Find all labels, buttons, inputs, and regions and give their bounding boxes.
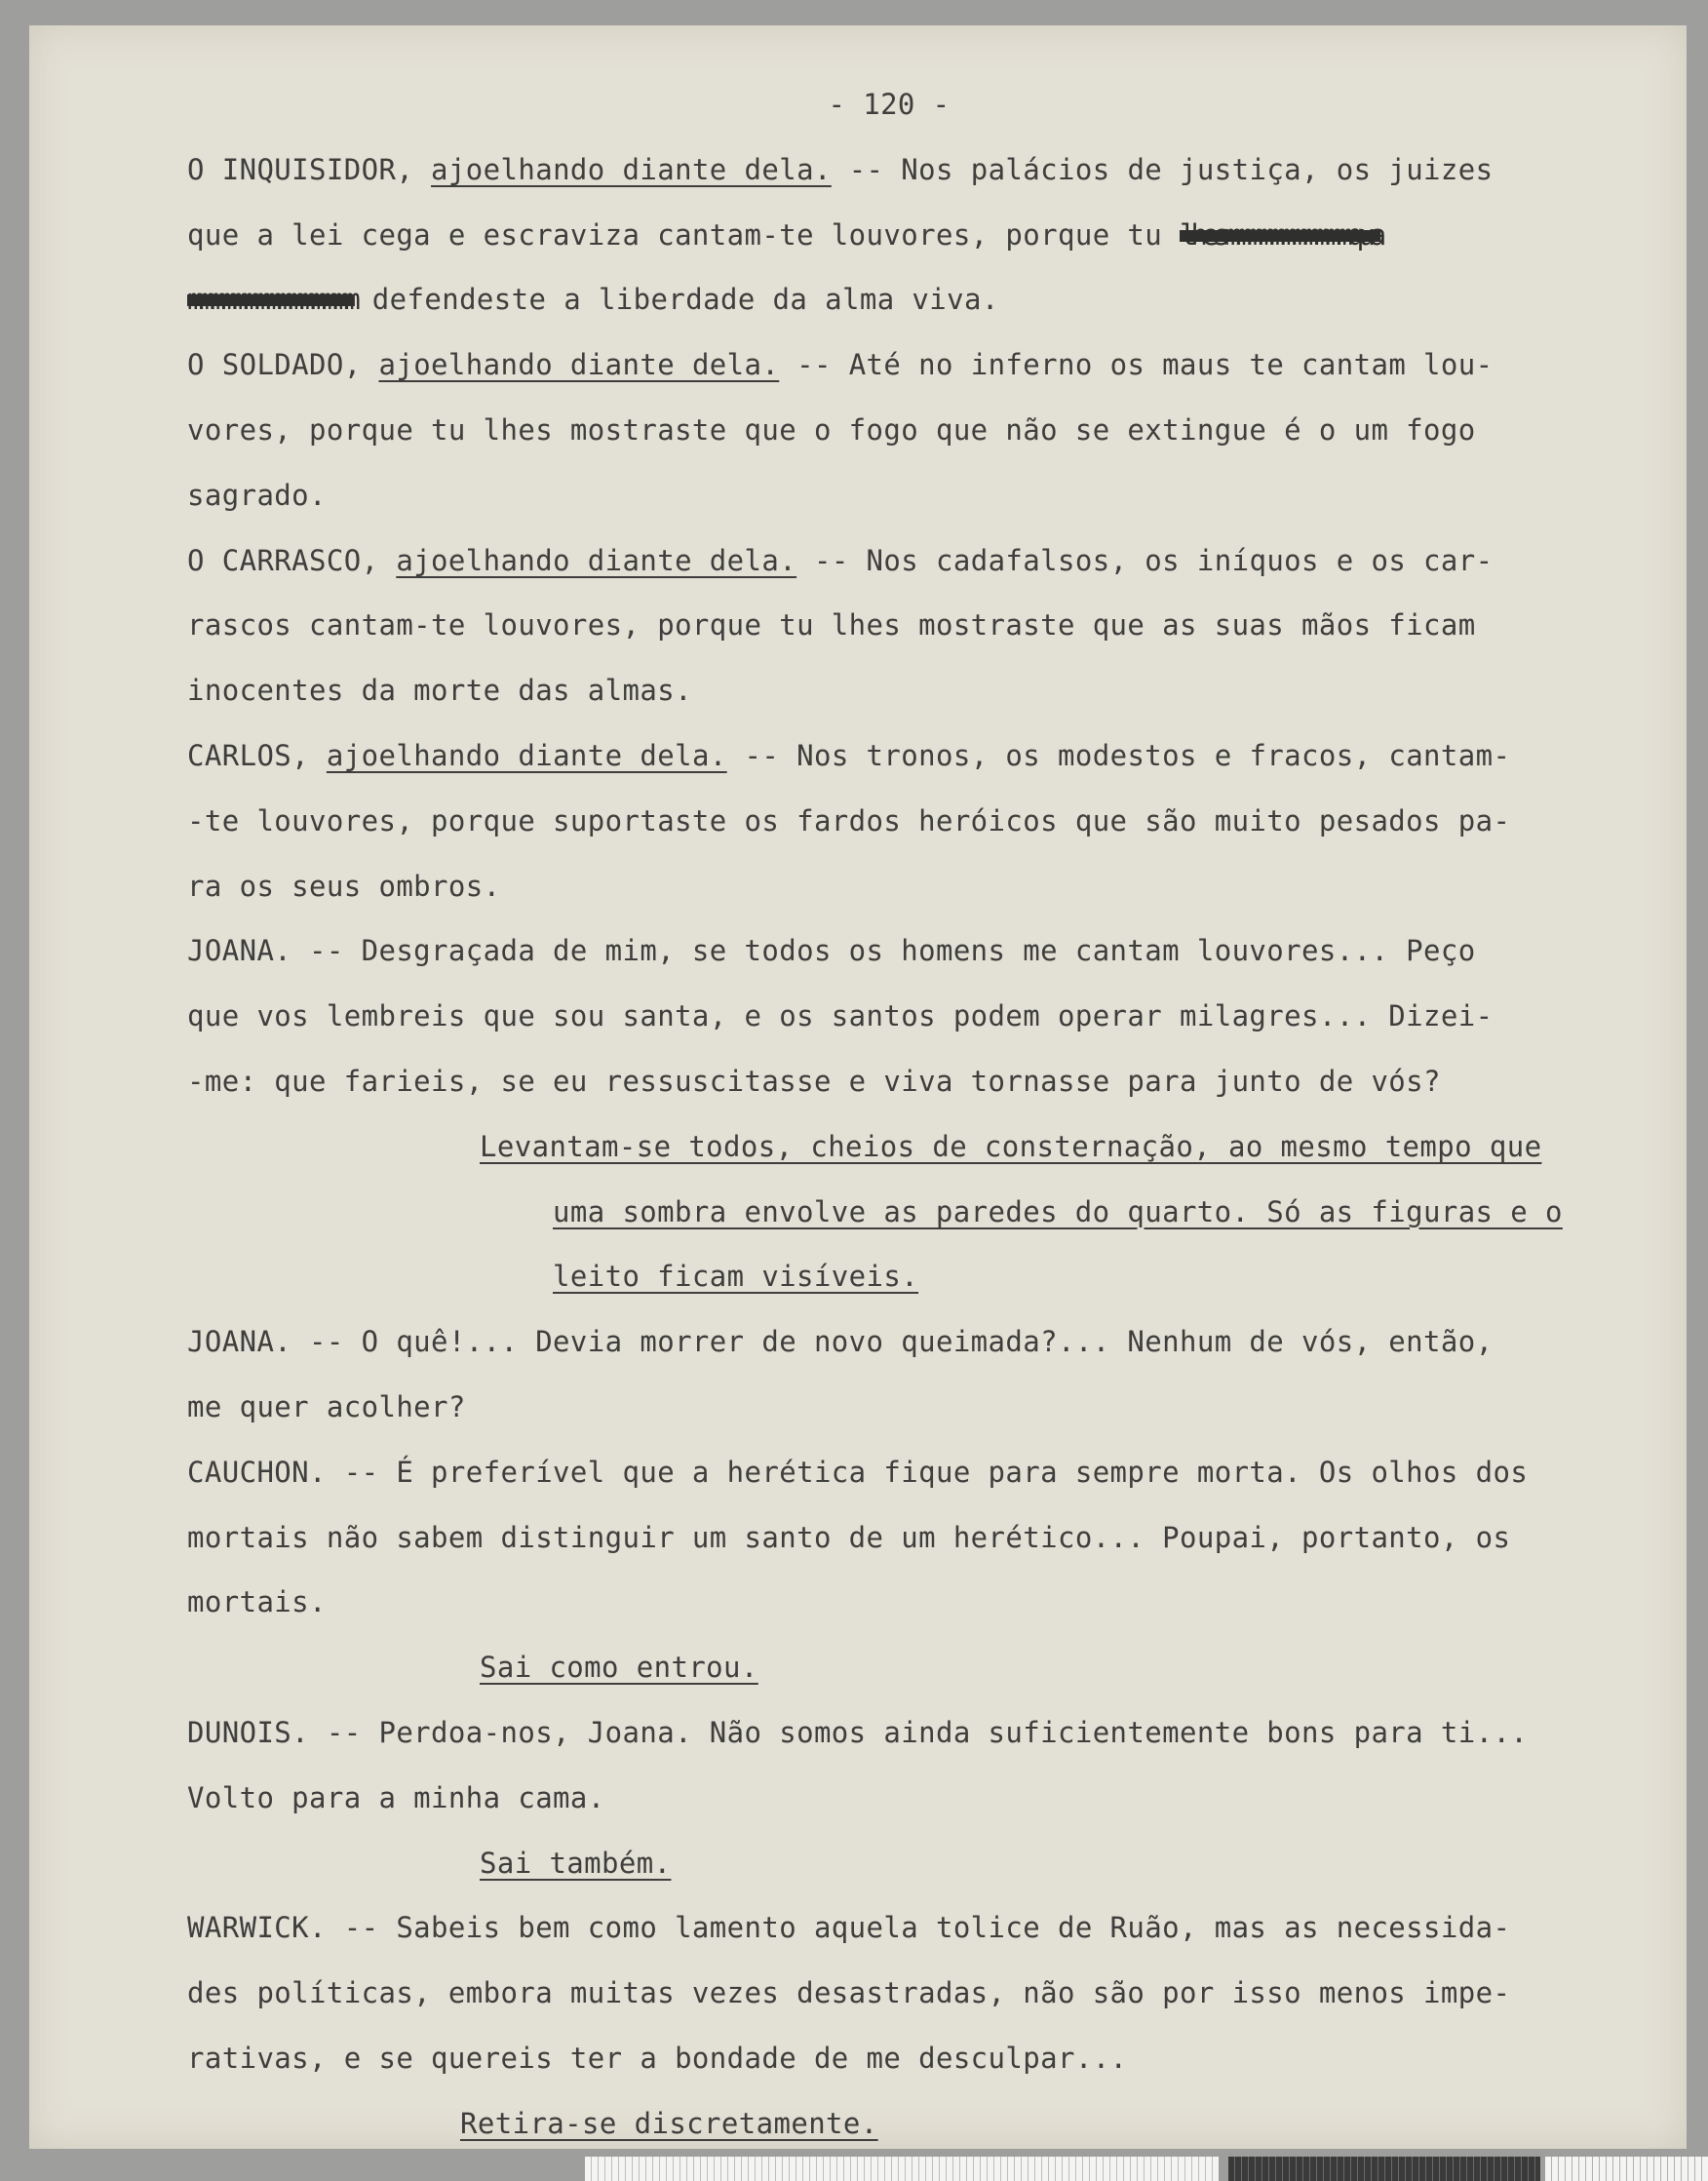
- text-line: des políticas, embora muitas vezes desastradas, não são por isso menos impe-: [187, 1976, 1511, 2010]
- stage-direction-line: [187, 1180, 1687, 1245]
- stage-direction-line: [187, 1114, 1687, 1180]
- text-line: vores, porque tu lhes mostraste que o fogo que não se extingue é o um fogo: [187, 412, 1476, 447]
- scale-segment-light: [1545, 2157, 1708, 2181]
- stage-direction: ajoelhando diante dela.: [431, 152, 832, 186]
- stage-direction: Levantam-se todos, cheios de consternação, ao mesmo tempo que: [480, 1129, 1542, 1163]
- text-line: mortais não sabem distinguir um santo de um herético... Poupai, portanto, os: [187, 1520, 1511, 1554]
- stage-direction: ajoelhando diante dela.: [326, 738, 727, 772]
- line-text: que a lei cega e escraviza cantam-te louvores, porque tu: [187, 217, 1180, 252]
- struck-out-text: lhesmmmmmmmmmmmqua: [1180, 217, 1381, 252]
- text-line: JOANA. -- O quê!... Devia morrer de novo queimada?... Nenhum de vós, então,: [187, 1325, 1494, 1359]
- text-line: [187, 528, 1687, 594]
- stage-direction: Sai também.: [480, 1846, 672, 1880]
- text-line: -me: que farieis, se eu ressuscitasse e viva tornasse para junto de vós?: [187, 1064, 1441, 1098]
- text-line: CAUCHON. -- É preferível que a herética fique para sempre morta. Os olhos dos: [187, 1455, 1529, 1489]
- stage-direction: uma sombra envolve as paredes do quarto. Só as figuras e o: [553, 1194, 1563, 1228]
- stage-direction: leito ficam visíveis.: [553, 1260, 919, 1294]
- speaker-name: CARLOS,: [187, 738, 327, 772]
- text-line: WARWICK. -- Sabeis bem como lamento aquela tolice de Ruão, mas as necessida-: [187, 1911, 1511, 1945]
- text-line: sagrado.: [187, 478, 327, 512]
- text-line: mortais.: [187, 1585, 327, 1619]
- speaker-name: O CARRASCO,: [187, 543, 397, 577]
- line-text: -- Nos palácios de justiça, os juizes: [831, 152, 1494, 186]
- page-number: - 120 -: [828, 88, 951, 121]
- typewritten-page: [29, 25, 1687, 2149]
- stage-direction-line: [187, 2091, 1687, 2149]
- text-line: [187, 137, 1687, 203]
- text-line: inocentes da morte das almas.: [187, 674, 692, 708]
- struck-out-text: mmmmmmmmmmmmmmm: [187, 283, 355, 317]
- text-line: me quer acolher?: [187, 1389, 466, 1423]
- text-line: [187, 267, 1687, 332]
- stage-direction: Sai como entrou.: [480, 1651, 758, 1685]
- speaker-name: O SOLDADO,: [187, 348, 379, 382]
- speaker-name: O INQUISIDOR,: [187, 152, 432, 186]
- scale-segment-light: [585, 2157, 1219, 2181]
- color-scale-bar: [585, 2157, 1708, 2181]
- text-line: JOANA. -- Desgraçada de mim, se todos os homens me cantam louvores... Peço: [187, 934, 1476, 968]
- page-text: [187, 72, 1687, 2149]
- text-line: [187, 332, 1687, 398]
- line-text: defendeste a liberdade da alma viva.: [354, 283, 999, 317]
- line-text: -- Até no inferno os maus te cantam lou-: [779, 348, 1494, 382]
- line-text: -- Nos cadafalsos, os iníquos e os car-: [796, 543, 1494, 577]
- stage-direction: ajoelhando diante dela.: [378, 348, 780, 382]
- text-line: DUNOIS. -- Perdoa-nos, Joana. Não somos ainda suficientemente bons para ti...: [187, 1715, 1529, 1749]
- text-line: rativas, e se quereis ter a bondade de me desculpar...: [187, 2041, 1128, 2075]
- stage-direction: ajoelhando diante dela.: [396, 543, 797, 577]
- text-line: -te louvores, porque suportaste os fardos heróicos que são muito pesados pa-: [187, 803, 1511, 837]
- stage-direction: Retira-se discretamente.: [460, 2106, 878, 2140]
- stage-direction-line: [187, 1831, 1687, 1896]
- text-line: que vos lembreis que sou santa, e os santos podem operar milagres... Dizei-: [187, 999, 1494, 1033]
- scale-segment-dark: [1228, 2157, 1540, 2181]
- text-line: rascos cantam-te louvores, porque tu lhes mostraste que as suas mãos ficam: [187, 608, 1476, 643]
- stage-direction-line: [187, 1635, 1687, 1700]
- text-line: [187, 723, 1687, 789]
- text-line: [187, 203, 1687, 268]
- line-text: -- Nos tronos, os modestos e fracos, cantam-: [726, 738, 1511, 772]
- stage-direction-line: [187, 1244, 1687, 1309]
- text-line: ra os seus ombros.: [187, 869, 501, 903]
- text-line: Volto para a minha cama.: [187, 1780, 605, 1814]
